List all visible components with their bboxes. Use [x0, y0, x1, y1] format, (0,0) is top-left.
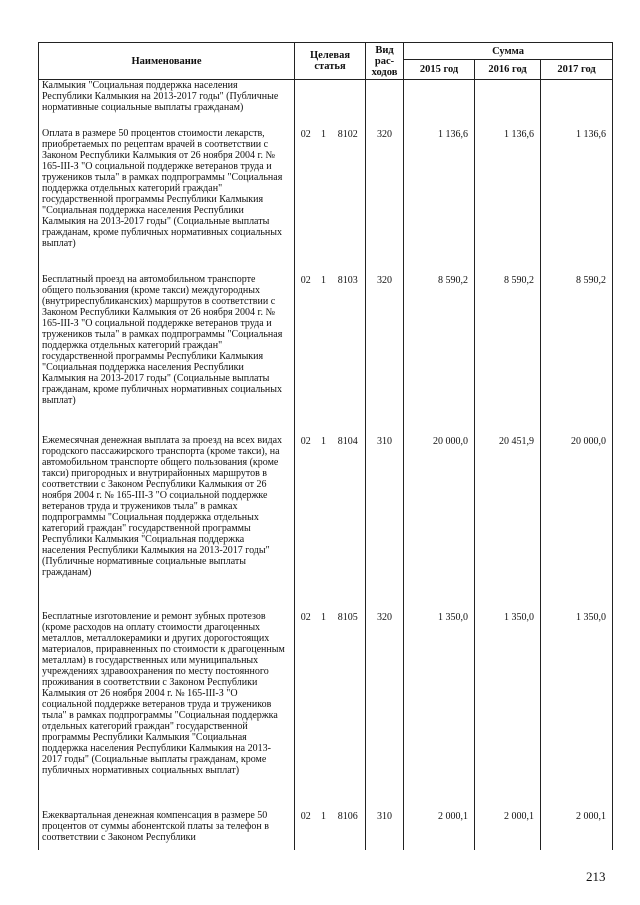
row-target-subprogram: 1 [321, 435, 326, 447]
row-expense-kind: 320 [366, 274, 404, 435]
row-expense-kind: 310 [366, 810, 404, 850]
row-target-code: 8102 [337, 128, 358, 140]
table-row [39, 611, 613, 810]
header-kind: Вид рас-ходов [366, 43, 404, 80]
table-row [39, 435, 613, 611]
row-name: Бесплатный проезд на автомобильном транспорте общего пользования (кроме такси) междугородных (внутриреспубликанских) маршрутов в соответствии с Законом Республики Калмыкия от 26 ноября 2004 г. № 165-III-З "О социальной поддержке ветеранов труда и тружеников тыла" в рамках подпрограммы "Социальная поддержка отдельных категорий граждан" государственной программы Республики Калмыкия "Социальная поддержка населения Республики Калмыкия на 2013-2017 годы" (Социальные выплаты гражданам, кроме публичных нормативных социальных выплат) [39, 274, 295, 435]
row-sum-2017: 20 000,0 [541, 435, 613, 611]
header-2015: 2015 год [404, 60, 475, 80]
row-sum-2016: 1 136,6 [475, 128, 541, 274]
header-2016: 2016 год [475, 60, 541, 80]
budget-table-sheet [38, 42, 612, 850]
row-expense-kind: 320 [366, 611, 404, 810]
row-sum-2017: 8 590,2 [541, 274, 613, 435]
row-target-program [295, 80, 317, 128]
row-name: Ежемесячная денежная выплата за проезд на всех видах городского пассажирского транспорта (кроме такси), на автомобильном транспорте общего пользования (кроме такси) пригородных и внутрирайонных маршрутов в соответствии с Законом Республики Калмыкия от 26 ноября 2004 г. № 165-III-З "О социальной поддержке ветеранов труда и тружеников тыла" в рамках подпрограммы "Социальная поддержка отдельных категорий граждан" государственной программы Республики Калмыкия "Социальная поддержка населения Республики Калмыкия на 2013-2017 годы" (Публичные нормативные социальные выплаты гражданам) [39, 435, 295, 611]
row-sum-2015: 20 000,0 [404, 435, 475, 611]
row-expense-kind: 320 [366, 128, 404, 274]
row-name: Бесплатные изготовление и ремонт зубных протезов (кроме расходов на оплату стоимости драгоценных металлов, металлокерамики и других дорогостоящих материалов, приравненных по стоимости к драгоценным металлам) в государственных или муниципальных учреждениях здравоохранения по месту постоянного проживания в соответствии с Законом Республики Калмыкия от 26 ноября 2004 г. № 165-III-З "О социальной поддержке ветеранов труда и тружеников тыла" в рамках подпрограммы "Социальная поддержка отдельных категорий граждан" государственной программы Республики Калмыкия "Социальная поддержка населения Республики Калмыкия на 2013-2017 годы" (Социальные выплаты гражданам, кроме публичных нормативных социальных выплат) [39, 611, 295, 810]
table-row [39, 274, 613, 435]
row-sum-2016: 2 000,1 [475, 810, 541, 850]
row-name: Ежеквартальная денежная компенсация в размере 50 процентов от суммы абонентской платы за телефон в соответствии с Законом Республики [39, 810, 295, 850]
row-target-subprogram [317, 80, 331, 128]
row-expense-kind [366, 80, 404, 128]
row-target-subprogram: 1 [321, 274, 326, 286]
row-target-program: 02 [295, 435, 317, 611]
row-sum-2015 [404, 80, 475, 128]
header-target: Целевая статья [295, 43, 366, 80]
row-name: Калмыкия "Социальная поддержка населения Республики Калмыкия на 2013-2017 годы" (Публичные нормативные социальные выплаты гражданам) [39, 80, 295, 128]
row-sum-2016: 8 590,2 [475, 274, 541, 435]
row-target-code: 8106 [337, 810, 358, 822]
page-number: 213 [586, 869, 606, 884]
row-target-code: 8103 [337, 274, 358, 286]
row-sum-2017: 2 000,1 [541, 810, 613, 850]
row-target-program: 02 [295, 128, 317, 274]
row-sum-2015: 8 590,2 [404, 274, 475, 435]
row-sum-2017: 1 136,6 [541, 128, 613, 274]
row-sum-2016: 20 451,9 [475, 435, 541, 611]
row-sum-2015: 2 000,1 [404, 810, 475, 850]
row-sum-2015: 1 136,6 [404, 128, 475, 274]
table-body [39, 80, 613, 850]
row-target-subprogram: 1 [321, 128, 326, 140]
row-target-program: 02 [295, 274, 317, 435]
row-target-code: 8104 [337, 435, 358, 447]
row-expense-kind: 310 [366, 435, 404, 611]
table-row [39, 810, 613, 850]
budget-table [38, 42, 613, 850]
table-row [39, 80, 613, 128]
row-target-code [331, 80, 366, 128]
row-name: Оплата в размере 50 процентов стоимости лекарств, приобретаемых по рецептам врачей в соответствии с Законом Республики Калмыкия от 26 ноября 2004 г. № 165-III-З "О социальной поддержке ветеранов труда и тружеников тыла" в рамках подпрограммы "Социальная поддержка отдельных категорий граждан" государственной программы Республики Калмыкия "Социальная поддержка населения Республики Калмыкия на 2013-2017 годы" (Социальные выплаты гражданам, кроме публичных нормативных социальных выплат) [39, 128, 295, 274]
row-target-code: 8105 [337, 611, 358, 623]
row-sum-2016: 1 350,0 [475, 611, 541, 810]
header-2017: 2017 год [541, 60, 613, 80]
header-sum: Сумма [404, 43, 613, 60]
table-header [39, 43, 613, 80]
row-target-subprogram: 1 [321, 810, 326, 822]
table-row [39, 128, 613, 274]
row-target-program: 02 [295, 810, 317, 850]
row-sum-2017 [541, 80, 613, 128]
row-target-program: 02 [295, 611, 317, 810]
row-sum-2015: 1 350,0 [404, 611, 475, 810]
row-sum-2017: 1 350,0 [541, 611, 613, 810]
header-name: Наименование [39, 43, 295, 80]
row-target-subprogram: 1 [321, 611, 326, 623]
row-sum-2016 [475, 80, 541, 128]
